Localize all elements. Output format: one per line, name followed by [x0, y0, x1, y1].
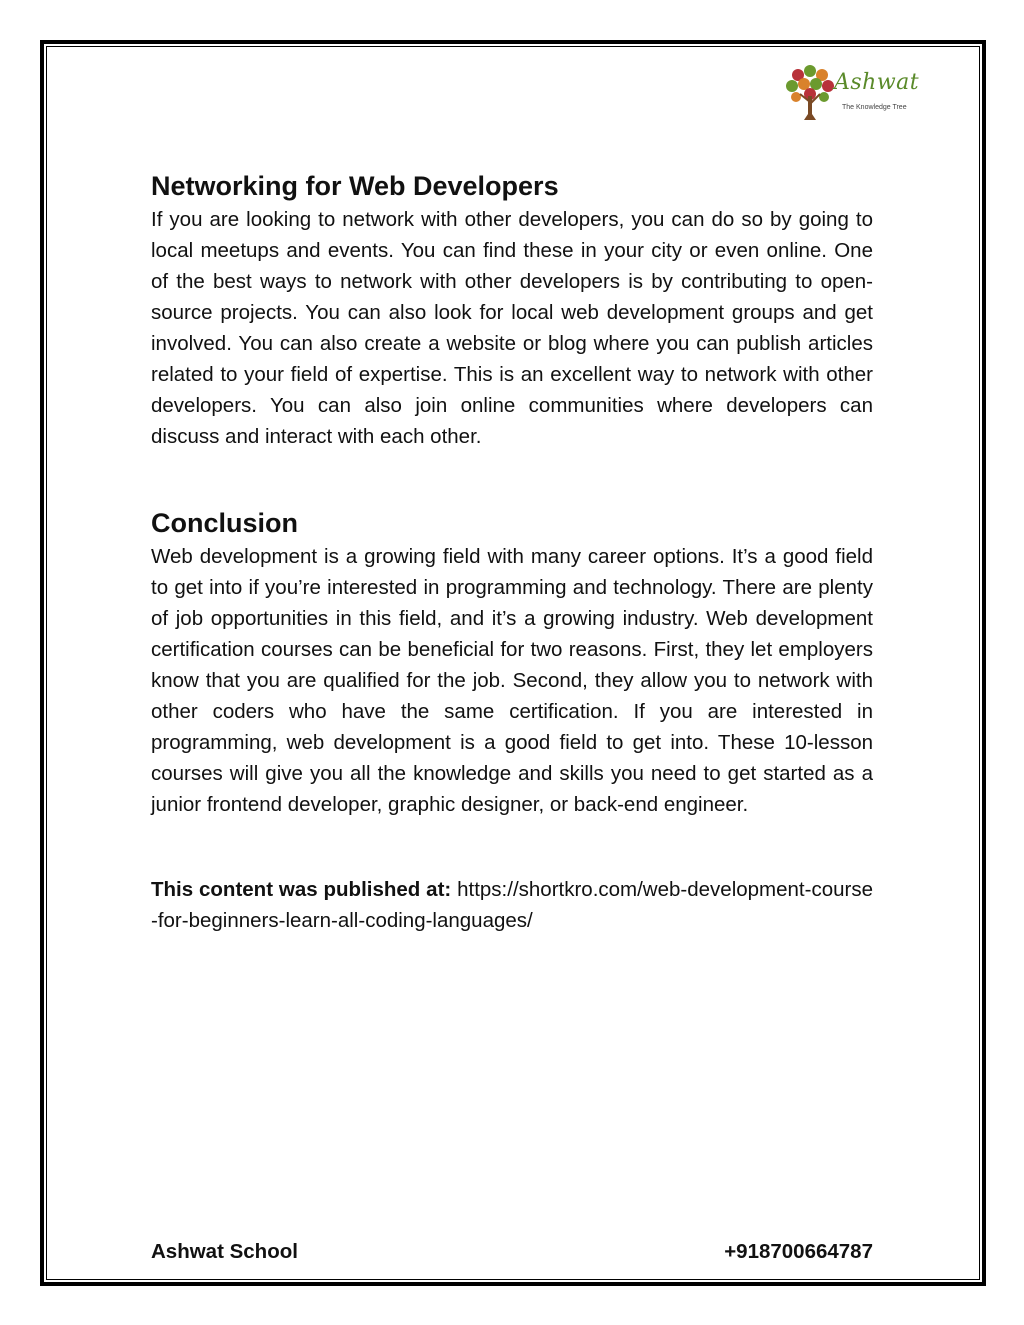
footer-phone: +918700664787 [724, 1240, 873, 1263]
section-paragraph: If you are looking to network with other developers, you can do so by going to local meetups and events. You can find these in your city or even online. One of the best ways to network with other developers is by contributing to open-source projects. You can also look for local web development groups and get involved. You can also create a website or blog where you can publish articles related to your field of expertise. This is an excellent way to network with other developers. You can also join online communities where developers can discuss and interact with each other. [151, 208, 873, 448]
tree-icon [784, 62, 836, 124]
published-note [151, 874, 873, 936]
document-body [151, 168, 873, 957]
section-paragraph: Web development is a growing field with many career options. It’s a good field to get into if you’re interested in programming and technology. There are plenty of job opportunities in this field, and it’s a growing industry. Web development certification courses can be beneficial for two reasons. First, they let employers know that you are qualified for the job. Second, they allow you to network with other coders who have the same certification. If you are interested in programming, web development is a good field to get into. These 10-lesson courses will give you all the knowledge and skills you need to get started as a junior frontend developer, graphic designer, or back-end engineer. [151, 545, 873, 816]
page-footer [151, 1238, 873, 1266]
logo-tagline: The Knowledge Tree [842, 104, 907, 111]
published-link[interactable]: https://shortkro.com/web-development-course-for-beginners-learn-all-coding-languages/ [151, 878, 873, 932]
published-label: This content was published at: [151, 878, 452, 901]
ashwat-logo [784, 62, 924, 124]
logo-wordmark: Ashwat [834, 70, 920, 95]
section-heading: Networking for Web Developers [151, 171, 559, 201]
section-conclusion [151, 505, 873, 820]
section-heading: Conclusion [151, 508, 298, 538]
footer-school-name: Ashwat School [151, 1240, 298, 1263]
section-networking [151, 168, 873, 452]
